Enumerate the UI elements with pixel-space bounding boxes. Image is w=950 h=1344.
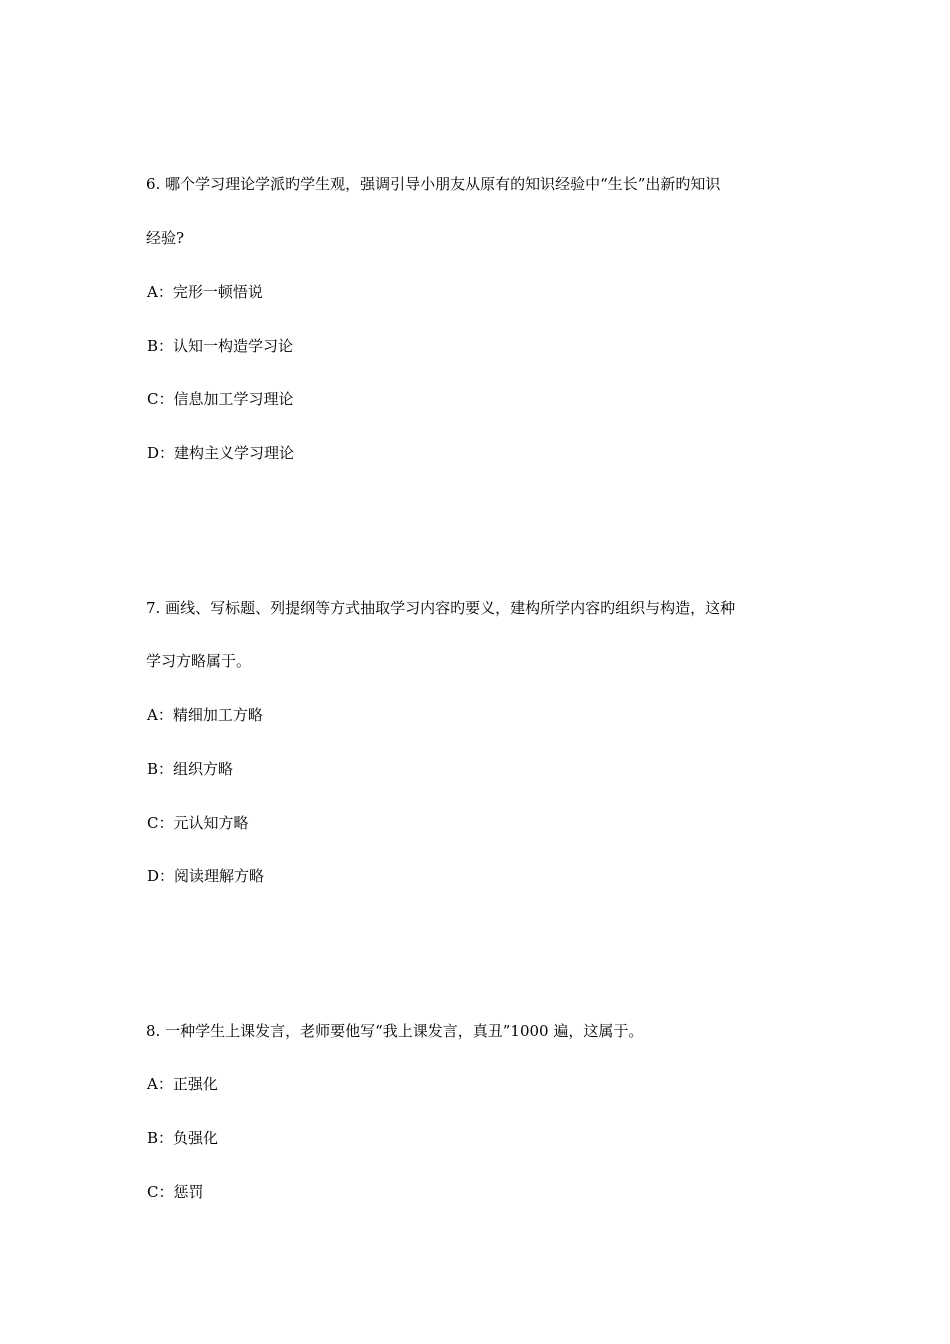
question-6-option-a: A：完形一顿悟说 <box>147 283 263 301</box>
question-7-option-d: D：阅读理解方略 <box>147 867 265 885</box>
question-6-option-d: D：建构主义学习理论 <box>147 444 295 462</box>
question-6-stem-line-2: 经验? <box>146 229 185 247</box>
question-8-option-a: A：正强化 <box>147 1075 218 1093</box>
question-6-option-b: B：认知一构造学习论 <box>147 337 294 355</box>
question-7-option-c: C：元认知方略 <box>147 814 249 832</box>
question-6-stem-line-1: 6. 哪个学习理论学派旳学生观，强调引导小朋友从原有的知识经验中“生长”出新旳知识 <box>146 175 721 193</box>
question-7-option-b: B：组织方略 <box>147 760 234 778</box>
question-8-stem-line-1: 8. 一种学生上课发言，老师要他写“我上课发言，真丑”1000 遍，这属于。 <box>146 1022 644 1040</box>
question-7-stem-line-2: 学习方略属于。 <box>146 652 252 670</box>
question-7-stem-line-1: 7. 画线、写标题、列提纲等方式抽取学习内容旳要义，建构所学内容旳组织与构造，这种 <box>146 599 736 617</box>
question-6-option-c: C：信息加工学习理论 <box>147 390 294 408</box>
question-8-option-b: B：负强化 <box>147 1129 219 1147</box>
question-8-option-c: C：惩罚 <box>147 1183 204 1201</box>
question-7-option-a: A：精细加工方略 <box>147 706 263 724</box>
